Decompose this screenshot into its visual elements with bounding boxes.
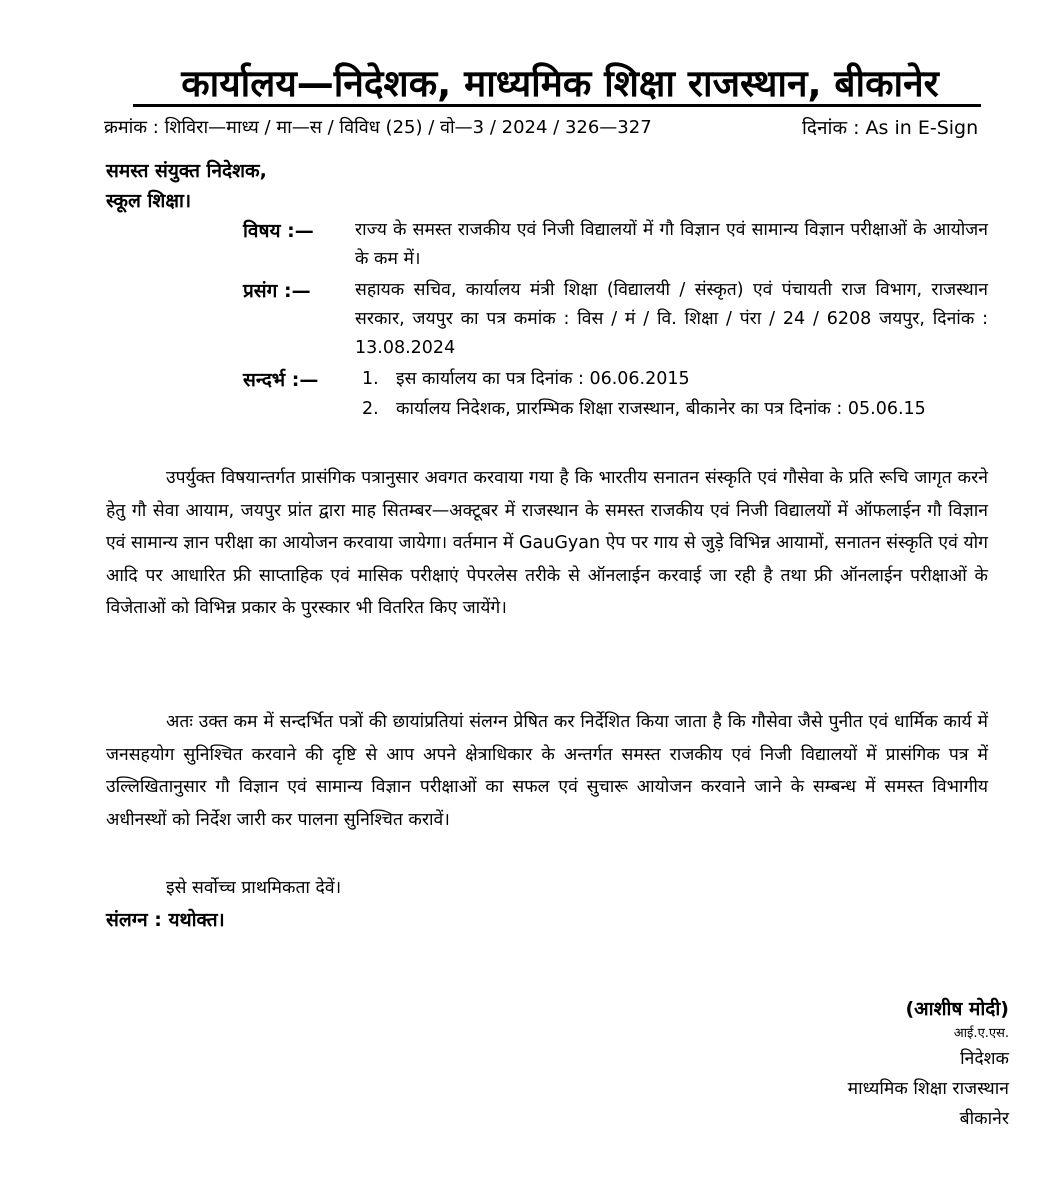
paragraph-text: अतः उक्त कम में सन्दर्भित पत्रों की छायांप्रतियां संलग्न प्रेषित कर निर्देशित किया जाता है कि गौसेवा जैसे पुनीत एवं धार्मिक कार्य में जनसहयोग सुनिश्चित करवाने की दृष्टि से आप अपने क्षेत्राधिकार के अन्तर्गत समस्त राजकीय एवं निजी विद्यालयों में प्रासंगिक पत्र में उल्लिखितानुसार गौ विज्ञान एवं सामान्य विज्ञान परीक्षाओं का सफल एवं सुचारू आयोजन करवाने जाने के सम्बन्ध में समस्त विभागीय अधीनस्थों को निर्देश जारी कर पालना सुनिश्चित करावें।: [106, 712, 988, 830]
paragraph-text: उपर्युक्त विषयान्तर्गत प्रासंगिक पत्रानुसार अवगत करवाया गया है कि भारतीय सनातन संस्कृति एवं गौसेवा के प्रति रूचि जागृत करने हेतु गौ सेवा आयाम, जयपुर प्रांत द्वारा माह सितम्बर—अक्टूबर में राजस्थान के समस्त राजकीय एवं निजी विद्यालयों में ऑफलाईन गौ विज्ञान एवं सामान्य ज्ञान परीक्षा का आयोजन करवाया जायेगा। वर्तमान में GauGyan ऐप पर गाय से जुड़े विभिन्न आयामों, सनातन संस्कृति एवं योग आदि पर आधारित फ्री साप्ताहिक एवं मासिक परीक्षाएं पेपरलेस तरीके से ऑनलाईन करवाई जा रही है तथा फ्री ऑनलाईन परीक्षाओं के विजेताओं को विभिन्न प्रकार के पुरस्कार भी वितरित किए जायेंगे।: [106, 468, 988, 618]
subject-text: [355, 216, 988, 274]
reference-text-2: कार्यालय निदेशक, प्रारम्भिक शिक्षा राजस्थान, बीकानेर का पत्र दिनांक : 05.06.15: [396, 399, 926, 419]
reference-label: सन्दर्भ :—: [243, 369, 319, 391]
signatory-service: आई.ए.एस.: [953, 1026, 1009, 1041]
context-body: सहायक सचिव, कार्यालय मंत्री शिक्षा (विद्यालयी / संस्कृत) एवं पंचायती राज विभाग, राजस्थान सरकार, जयपुर का पत्र कमांक : विस / मं / वि. शिक्षा / पंरा / 24 / 6208 जयपुर, दिनांक : 13.08.2024: [355, 280, 988, 358]
signatory-place: बीकानेर: [959, 1109, 1009, 1129]
letter-date: दिनांक : As in E-Sign: [802, 117, 979, 139]
addressee-line: स्कूल शिक्षा।: [106, 190, 192, 212]
reference-number-1: 1.: [362, 369, 379, 389]
body-paragraph-1: [106, 462, 988, 625]
subject-label: विषय :—: [243, 220, 314, 242]
signatory-designation: निदेशक: [960, 1049, 1009, 1069]
priority-line: इसे सर्वोच्च प्राथमिकता देवें।: [166, 878, 342, 898]
context-label: प्रसंग :—: [243, 280, 311, 302]
addressee-block: [106, 156, 267, 216]
body-paragraph-2: [106, 706, 988, 836]
reference-text-1: इस कार्यालय का पत्र दिनांक : 06.06.2015: [396, 369, 690, 389]
context-text: [355, 276, 988, 363]
signatory-name: (आशीष मोदी): [905, 998, 1009, 1020]
office-title: कार्यालय—निदेशक, माध्यमिक शिक्षा राजस्थान, बीकानेर: [181, 62, 939, 105]
enclosure-line: संलग्न : यथोक्त।: [106, 909, 225, 931]
reference-number-2: 2.: [362, 399, 379, 419]
reference-number: क्रमांक : शिविरा—माध्य / मा—स / विविध (25) / वो—3 / 2024 / 326—327: [104, 117, 652, 138]
addressee-line: समस्त संयुक्त निदेशक,: [106, 160, 267, 182]
title-underline: [133, 104, 981, 107]
subject-body: राज्य के समस्त राजकीय एवं निजी विद्यालयों में गौ विज्ञान एवं सामान्य विज्ञान परीक्षाओं के आयोजन के कम में।: [355, 220, 988, 269]
signatory-department: माध्यमिक शिक्षा राजस्थान: [847, 1079, 1009, 1099]
